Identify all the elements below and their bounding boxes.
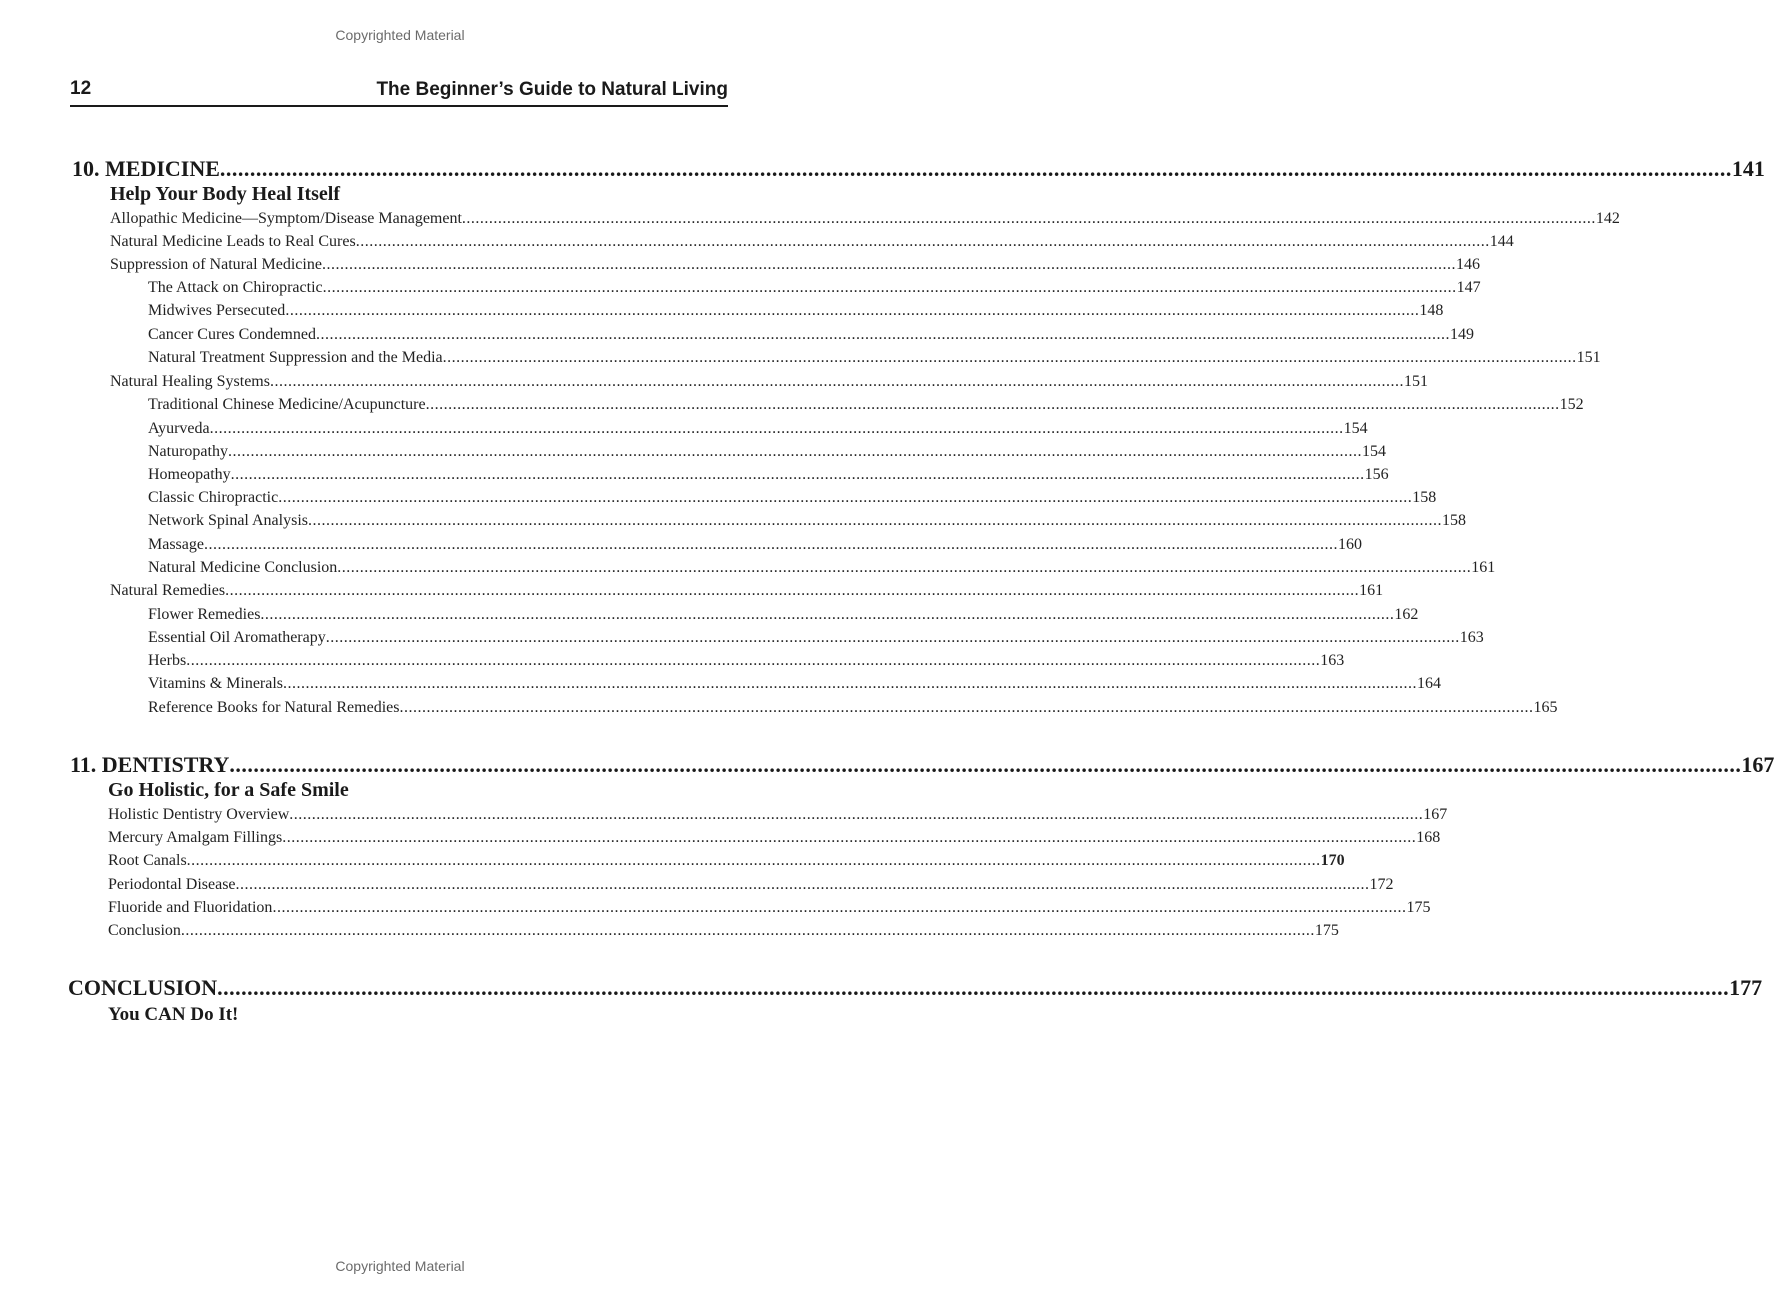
toc-subentry[interactable] [148,512,1466,530]
entry-page: 158 [1412,489,1437,506]
dot-leader: ............................................................................................................................................................................................................................................................ [337,559,1472,576]
entry-page: 154 [1343,420,1368,437]
dot-leader: ............................................................................................................................................................................................................................................................ [186,652,1321,669]
chapter-subtitle: Go Holistic, for a Safe Smile [108,779,349,801]
entry-title: Natural Medicine Leads to Real Cures [110,233,356,250]
entry-page: 151 [1403,373,1428,390]
toc-subentry[interactable] [148,629,1484,647]
entry-title: Mercury Amalgam Fillings [108,829,283,846]
entry-page: 164 [1417,675,1442,692]
toc-entry[interactable] [108,852,1345,870]
entry-page: 165 [1533,699,1558,716]
entry-page: 152 [1559,396,1584,413]
entry-title: Midwives Persecuted [148,302,286,319]
header-rule [70,105,728,107]
entry-page: 161 [1471,559,1496,576]
dot-leader: ............................................................................................................................................................................................................................................................ [229,752,1742,777]
entry-page: 162 [1394,606,1419,623]
entry-page: 154 [1361,443,1386,460]
chapter-title: CONCLUSION [68,975,218,1000]
page-header [70,78,728,104]
page-number: 12 [70,78,92,99]
dot-leader: ............................................................................................................................................................................................................................................................ [283,675,1418,692]
chapter-heading-dentistry[interactable] [70,752,1774,778]
entry-title: Suppression of Natural Medicine [110,256,322,273]
entry-title: The Attack on Chiropractic [148,279,323,296]
chapter-heading-medicine[interactable] [72,156,1765,182]
chapter-subtitle: You CAN Do It! [108,1004,239,1025]
entry-title: Cancer Cures Condemned [148,326,316,343]
dot-leader: ............................................................................................................................................................................................................................................................ [227,443,1362,460]
toc-subentry[interactable] [148,349,1601,367]
chapter-title: 11. DENTISTRY [70,752,230,777]
entry-title: Natural Medicine Conclusion [148,559,338,576]
entry-page: 170 [1320,852,1345,869]
toc-entry[interactable] [108,876,1394,894]
entry-page: 142 [1595,210,1620,227]
toc-entry[interactable] [108,806,1448,824]
entry-title: Conclusion [108,922,181,939]
entry-title: Periodontal Disease [108,876,236,893]
entry-page: 147 [1456,279,1481,296]
toc-subentry[interactable] [148,536,1362,554]
entry-title: Naturopathy [148,443,228,460]
entry-page: 172 [1369,876,1394,893]
entry-title: Reference Books for Natural Remedies [148,699,400,716]
dot-leader: ............................................................................................................................................................................................................................................................ [442,349,1577,366]
toc-entry[interactable] [108,922,1339,940]
dot-leader: ............................................................................................................................................................................................................................................................ [269,373,1404,390]
entry-title: Traditional Chinese Medicine/Acupuncture [148,396,426,413]
entry-title: Natural Treatment Suppression and the Media [148,349,443,366]
toc-entry[interactable] [110,233,1514,251]
toc-subentry[interactable] [148,606,1419,624]
dot-leader: ............................................................................................................................................................................................................................................................ [289,806,1424,823]
toc-entry[interactable] [108,829,1441,847]
entry-page: 146 [1455,256,1480,273]
dot-leader: ............................................................................................................................................................................................................................................................ [180,922,1315,939]
toc-subentry[interactable] [148,420,1368,438]
dot-leader: ............................................................................................................................................................................................................................................................ [203,536,1338,553]
chapter-heading-conclusion[interactable] [68,975,1763,1001]
copyright-watermark-top: Copyrighted Material [335,27,465,43]
toc-subentry[interactable] [148,559,1496,577]
entry-page: 156 [1364,466,1389,483]
entry-page: 163 [1320,652,1345,669]
dot-leader: ............................................................................................................................................................................................................................................................ [325,629,1460,646]
dot-leader: ............................................................................................................................................................................................................................................................ [321,256,1456,273]
toc-subentry[interactable] [148,443,1386,461]
entry-page: 151 [1576,349,1601,366]
dot-leader: ............................................................................................................................................................................................................................................................ [285,302,1420,319]
dot-leader: ............................................................................................................................................................................................................................................................ [322,279,1457,296]
dot-leader: ............................................................................................................................................................................................................................................................ [186,852,1321,869]
chapter-subtitle: Help Your Body Heal Itself [110,183,341,205]
toc-entry[interactable] [110,210,1620,228]
entry-title: Flower Remedies [148,606,261,623]
entry-page: 175 [1314,922,1339,939]
dot-leader: ............................................................................................................................................................................................................................................................ [219,156,1732,181]
toc-entry[interactable] [110,373,1428,391]
dot-leader: ............................................................................................................................................................................................................................................................ [315,326,1450,343]
entry-page: 175 [1406,899,1431,916]
entry-page: 160 [1337,536,1362,553]
entry-page: 168 [1416,829,1441,846]
toc-subentry[interactable] [148,396,1584,414]
entry-title: Vitamins & Minerals [148,675,284,692]
toc-entry[interactable] [108,899,1431,917]
entry-title: Holistic Dentistry Overview [108,806,290,823]
entry-title: Ayurveda [148,420,210,437]
toc-subentry[interactable] [148,652,1345,670]
chapter-title: 10. MEDICINE [72,156,220,181]
toc-subentry[interactable] [148,279,1481,297]
entry-title: Herbs [148,652,187,669]
entry-page: 148 [1419,302,1444,319]
dot-leader: ............................................................................................................................................................................................................................................................ [217,975,1730,1000]
entry-page: 167 [1423,806,1448,823]
chapter-page: 141 [1731,156,1765,181]
toc-entry[interactable] [110,582,1384,600]
toc-subentry[interactable] [148,675,1442,693]
dot-leader: ............................................................................................................................................................................................................................................................ [355,233,1490,250]
dot-leader: ............................................................................................................................................................................................................................................................ [230,466,1365,483]
entry-page: 144 [1489,233,1514,250]
dot-leader: ............................................................................................................................................................................................................................................................ [461,210,1596,227]
dot-leader: ............................................................................................................................................................................................................................................................ [425,396,1560,413]
dot-leader: ............................................................................................................................................................................................................................................................ [308,512,1442,529]
dot-leader: ............................................................................................................................................................................................................................................................ [282,829,1417,846]
dot-leader: ............................................................................................................................................................................................................................................................ [399,699,1534,716]
toc-entry[interactable] [110,256,1480,274]
entry-page: 163 [1459,629,1484,646]
dot-leader: ............................................................................................................................................................................................................................................................ [272,899,1407,916]
toc-subentry[interactable] [148,326,1474,344]
entry-title: Network Spinal Analysis [148,512,308,529]
entry-title: Allopathic Medicine—Symptom/Disease Management [110,210,462,227]
entry-title: Natural Healing Systems [110,373,270,390]
running-title: The Beginner’s Guide to Natural Living [376,79,728,100]
toc-subentry[interactable] [148,699,1558,717]
dot-leader: ............................................................................................................................................................................................................................................................ [225,582,1360,599]
entry-title: Massage [148,536,204,553]
entry-title: Homeopathy [148,466,231,483]
entry-title: Fluoride and Fluoridation [108,899,273,916]
copyright-watermark-bottom: Copyrighted Material [335,1258,465,1274]
entry-title: Root Canals [108,852,187,869]
dot-leader: ............................................................................................................................................................................................................................................................ [235,876,1370,893]
entry-title: Classic Chiropractic [148,489,279,506]
entry-title: Essential Oil Aromatherapy [148,629,326,646]
toc-subentry[interactable] [148,466,1389,484]
toc-subentry[interactable] [148,489,1437,507]
chapter-page: 167 [1741,752,1774,777]
dot-leader: ............................................................................................................................................................................................................................................................ [260,606,1395,623]
dot-leader: ............................................................................................................................................................................................................................................................ [209,420,1344,437]
entry-page: 161 [1359,582,1384,599]
toc-subentry[interactable] [148,302,1444,320]
dot-leader: ............................................................................................................................................................................................................................................................ [278,489,1413,506]
entry-title: Natural Remedies [110,582,226,599]
entry-page: 158 [1442,512,1466,529]
chapter-page: 177 [1729,975,1763,1000]
entry-page: 149 [1449,326,1474,343]
